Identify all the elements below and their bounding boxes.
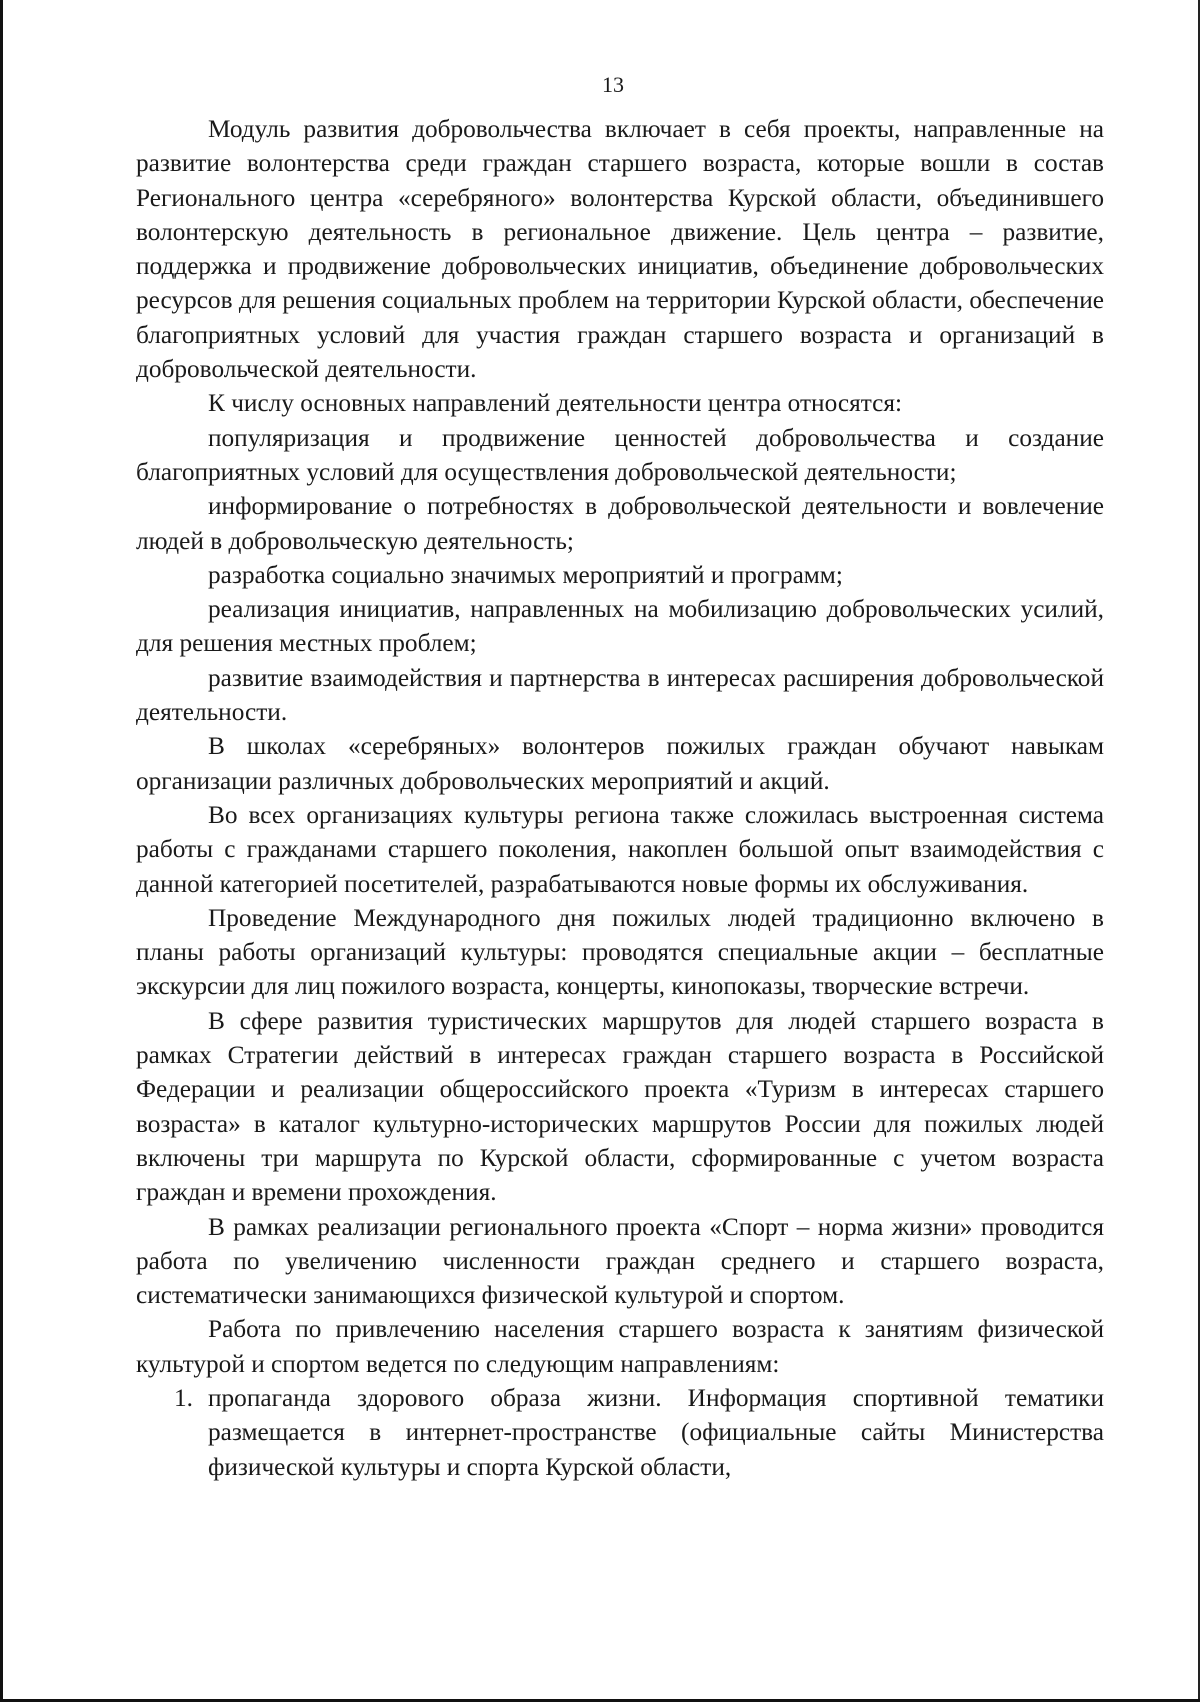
paragraph-culture-organizations: Во всех организациях культуры региона также сложилась выстроенная система работы с гражданами старшего поколения, накоплен большой опыт взаимодействия с данной категорией посетителей, разрабатываются новые формы их обслуживания.: [136, 800, 1104, 898]
paragraph-initiatives: реализация инициатив, направленных на мобилизацию добровольческих усилий, для решения местных проблем;: [136, 595, 1104, 658]
paragraph-elderly-day: Проведение Международного дня пожилых людей традиционно включено в планы работы организаций культуры: проводятся специальные акции – бесплатные экскурсии для лиц пожилого возраста, концерты, кинопоказы, творческие встречи.: [136, 903, 1104, 1001]
paragraph-informing: информирование о потребностях в добровольческой деятельности и вовлечение людей в добровольческую деятельность;: [136, 492, 1104, 555]
paragraph-directions-intro: К числу основных направлений деятельности центра относятся:: [208, 389, 902, 418]
list-item: [136, 1381, 1104, 1484]
page-number: 13: [602, 72, 624, 97]
numbered-list: [136, 1381, 1104, 1484]
paragraph-partnership: развитие взаимодействия и партнерства в интересах расширения добровольческой деятельности.: [136, 663, 1104, 727]
paragraph-tourism: В сфере развития туристических маршрутов для людей старшего возраста в рамках Стратегии действий в интересах граждан старшего возраста в Российской Федерации и реализации общероссийского проекта «Туризм в интересах старшего возраста» в каталог культурно-исторических маршрутов России для пожилых людей включены три маршрута по Курской области, сформированные с учетом возраста граждан и времени прохождения.: [136, 1006, 1104, 1207]
list-item-text: пропаганда здорового образа жизни. Информация спортивной тематики размещается в интернет-пространстве (официальные сайты Министерства физической культуры и спорта Курской области,: [208, 1383, 1104, 1481]
paragraph-development-events: разработка социально значимых мероприятий и программ;: [208, 560, 843, 589]
scan-edge-left: [0, 0, 3, 1702]
paragraph-sport-directions: Работа по привлечению населения старшего возраста к занятиям физической культурой и спортом ведется по следующим направлениям:: [136, 1315, 1104, 1378]
document-body: [136, 112, 1104, 1484]
list-item-number: 1.: [174, 1383, 193, 1412]
paragraph-popularization: популяризация и продвижение ценностей добровольчества и создание благоприятных условий для осуществления добровольческой деятельности;: [136, 423, 1104, 486]
paragraph-volunteering-module: Модуль развития добровольчества включает в себя проекты, направленные на развитие волонтерства среди граждан старшего возраста, которые вошли в состав Регионального центра «серебряного» волонтерства Курской области, объединившего волонтерскую деятельность в региональное движение. Цель центра – развитие, поддержка и продвижение добровольческих инициатив, объединение добровольческих ресурсов для решения социальных проблем на территории Курской области, обеспечение благоприятных условий для участия граждан старшего возраста и организаций в добровольческой деятельности.: [136, 115, 1104, 384]
paragraph-sport-project: В рамках реализации регионального проекта «Спорт – норма жизни» проводится работа по увеличению численности граждан среднего и старшего возраста, систематически занимающихся физической культурой и спортом.: [136, 1212, 1104, 1310]
paragraph-silver-schools: В школах «серебряных» волонтеров пожилых граждан обучают навыкам организации различных добровольческих мероприятий и акций.: [136, 732, 1104, 795]
